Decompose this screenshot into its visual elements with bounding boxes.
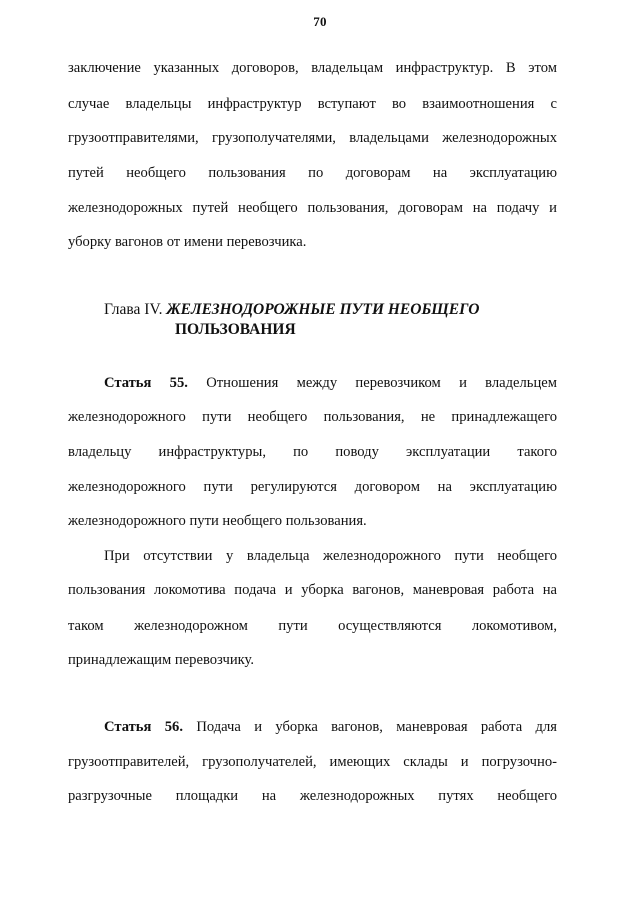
- article-56-first-line: [104, 717, 557, 737]
- chapter-prefix: Глава IV.: [104, 301, 163, 318]
- paragraph-line: железнодорожного пути необщего пользования, не принадлежащего: [68, 409, 557, 425]
- article-55-first-line: [104, 373, 557, 393]
- article-56-label: Статья 56.: [104, 719, 183, 735]
- paragraph-line: путей необщего пользования по договорам на эксплуатацию: [68, 165, 557, 181]
- paragraph-line: При отсутствии у владельца железнодорожного пути необщего: [104, 548, 557, 564]
- paragraph-line: железнодорожного пути необщего пользования.: [68, 513, 367, 529]
- article-55-label: Статья 55.: [104, 375, 188, 391]
- paragraph-line: пользования локомотива подача и уборка вагонов, маневровая работа на: [68, 582, 557, 598]
- paragraph-line: случае владельцы инфраструктур вступают во взаимоотношения с: [68, 96, 557, 112]
- paragraph-line: грузоотправителей, грузополучателей, имеющих склады и погрузочно-: [68, 754, 557, 770]
- article-55-first-line-text: Отношения между перевозчиком и владельцем: [206, 375, 557, 391]
- paragraph-line: заключение указанных договоров, владельцам инфраструктур. В этом: [68, 60, 557, 76]
- paragraph-line: принадлежащим перевозчику.: [68, 652, 255, 668]
- paragraph-line: владельцу инфраструктуры, по поводу эксплуатации такого: [68, 444, 557, 460]
- paragraph-line: грузоотправителями, грузополучателями, владельцами железнодорожных: [68, 130, 557, 146]
- paragraph-line: уборку вагонов от имени перевозчика.: [68, 234, 307, 250]
- article-56-first-line-text: Подача и уборка вагонов, маневровая работа для: [196, 719, 557, 735]
- chapter-title-line1: ЖЕЛЕЗНОДОРОЖНЫЕ ПУТИ НЕОБЩЕГО: [166, 301, 480, 318]
- paragraph-line: таком железнодорожном пути осуществляются локомотивом,: [68, 618, 557, 634]
- paragraph-line: железнодорожного пути регулируются договором на эксплуатацию: [68, 479, 557, 495]
- chapter-heading: [104, 299, 479, 320]
- page-number: 70: [313, 14, 327, 29]
- paragraph-line: разгрузочные площадки на железнодорожных путях необщего: [68, 788, 557, 804]
- paragraph-line: железнодорожных путей необщего пользования, договорам на подачу и: [68, 200, 557, 216]
- chapter-title-line2: ПОЛЬЗОВАНИЯ: [175, 321, 296, 338]
